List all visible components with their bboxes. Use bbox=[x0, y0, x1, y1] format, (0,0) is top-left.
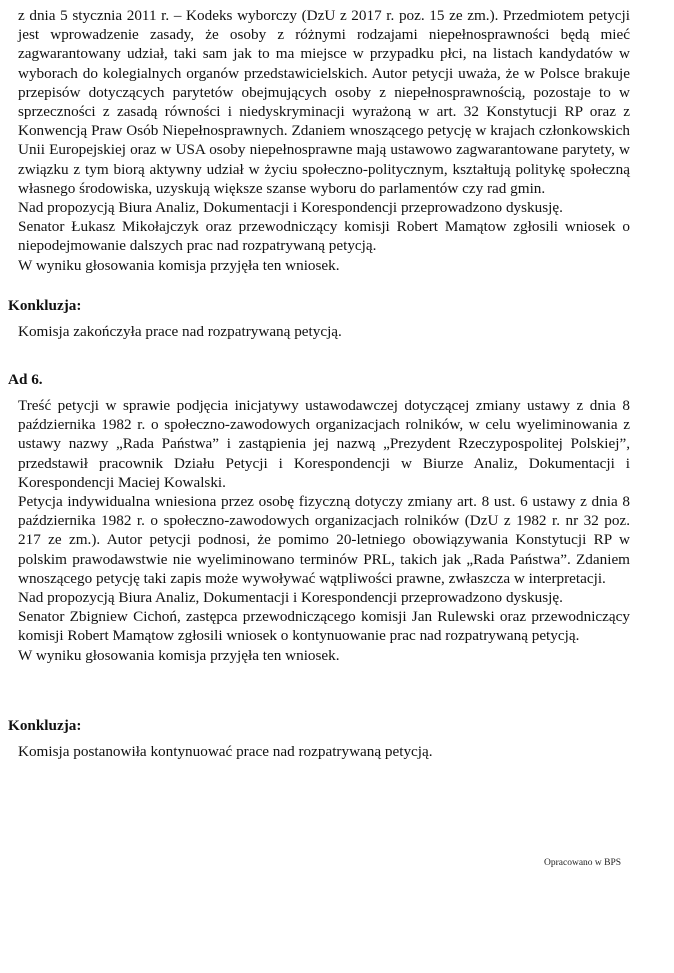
section6-paragraph-intro: Treść petycji w sprawie podjęcia inicjatywy ustawodawczej dotyczącej zmiany ustawy z dnia 8 października 1982 r. o społeczno-zawodowych organizacjach rolników, w celu wyeliminowania z ustawy nazwy „Rada Państwa” i zastąpienia jej nazwą „Prezydent Rzeczypospolitej Polskiej”, przedstawił pracownik Działu Petycji i Korespondencji w Biurze Analiz, Dokumentacji i Korespondencji Maciej Kowalski. bbox=[18, 397, 630, 491]
section6-body bbox=[18, 396, 630, 665]
section6-heading: Ad 6. bbox=[8, 371, 43, 388]
section6-paragraph-petition: Petycja indywidualna wniesiona przez osobę fizyczną dotyczy zmiany art. 8 ust. 6 ustawy z dnia 8 października 1982 r. o społeczno-zawodowych organizacjach rolników (DzU z 1982 r. nr 32 poz. 217 ze zm.). Autor petycji podnosi, że pomimo 20-letniego obowiązywania Konstytucji RP w polskim prawodawstwie nie wyeliminowano terminów PRL, takich jak „Rada Państwa”. Zdaniem wnoszącego petycję taki zapis może wywoływać wątpliwości prawne, zwłaszcza w interpretacji. bbox=[18, 493, 630, 587]
section5-conclusion-text: Komisja zakończyła prace nad rozpatrywaną petycją. bbox=[18, 323, 342, 340]
section5-paragraph-motion: Senator Łukasz Mikołajczyk oraz przewodniczący komisji Robert Mamątow zgłosili wniosek o niepodejmowanie dalszych prac nad rozpatrywaną petycją. bbox=[18, 218, 630, 255]
section6-conclusion-heading: Konkluzja: bbox=[8, 717, 82, 734]
section5-conclusion-heading: Konkluzja: bbox=[8, 297, 82, 314]
section5-paragraph-main: z dnia 5 stycznia 2011 r. – Kodeks wyborczy (DzU z 2017 r. poz. 15 ze zm.). Przedmiotem petycji jest wprowadzenie zasady, że osoby z różnymi rodzajami niepełnosprawności będą mieć zagwarantowany udział, taki sam jak to ma miejsce w przypadku płci, na listach kandydatów w wyborach do kolegialnych organów przedstawicielskich. Autor petycji uważa, że w Polsce brakuje przepisów dotyczących parytetów obejmujących osoby z niepełnosprawnością, pozostaje to w sprzeczności z zasadą równości i niedyskryminacji wyrażoną w art. 32 Konstytucji RP oraz z Konwencją Praw Osób Niepełnosprawnych. Zdaniem wnoszącego petycję w krajach członkowskich Unii Europejskiej oraz w USA osoby niepełnosprawne mają ustawowo zagwarantowane parytety, w związku z tym biorą aktywny udział w życiu społeczno-politycznym, kształtują politykę społeczną własnego środowiska, uzyskują większe szanse wyboru do parlamentów czy rad gmin. bbox=[18, 7, 630, 197]
section6-paragraph-vote: W wyniku głosowania komisja przyjęła ten wniosek. bbox=[18, 646, 340, 664]
section6-conclusion-text: Komisja postanowiła kontynuować prace nad rozpatrywaną petycją. bbox=[18, 743, 433, 760]
section5-paragraph-vote: W wyniku głosowania komisja przyjęła ten wniosek. bbox=[18, 256, 340, 274]
section6-paragraph-discussion: Nad propozycją Biura Analiz, Dokumentacji i Korespondencji przeprowadzono dyskusję. bbox=[18, 589, 563, 607]
section6-paragraph-motion: Senator Zbigniew Cichoń, zastępca przewodniczącego komisji Jan Rulewski oraz przewodniczący komisji Robert Mamątow zgłosili wniosek o kontynuowanie prac nad rozpatrywaną petycją. bbox=[18, 608, 630, 645]
footer-prepared-by: Opracowano w BPS bbox=[544, 858, 622, 868]
section5-body bbox=[18, 6, 630, 275]
section5-paragraph-discussion: Nad propozycją Biura Analiz, Dokumentacji i Korespondencji przeprowadzono dyskusję. bbox=[18, 199, 563, 217]
